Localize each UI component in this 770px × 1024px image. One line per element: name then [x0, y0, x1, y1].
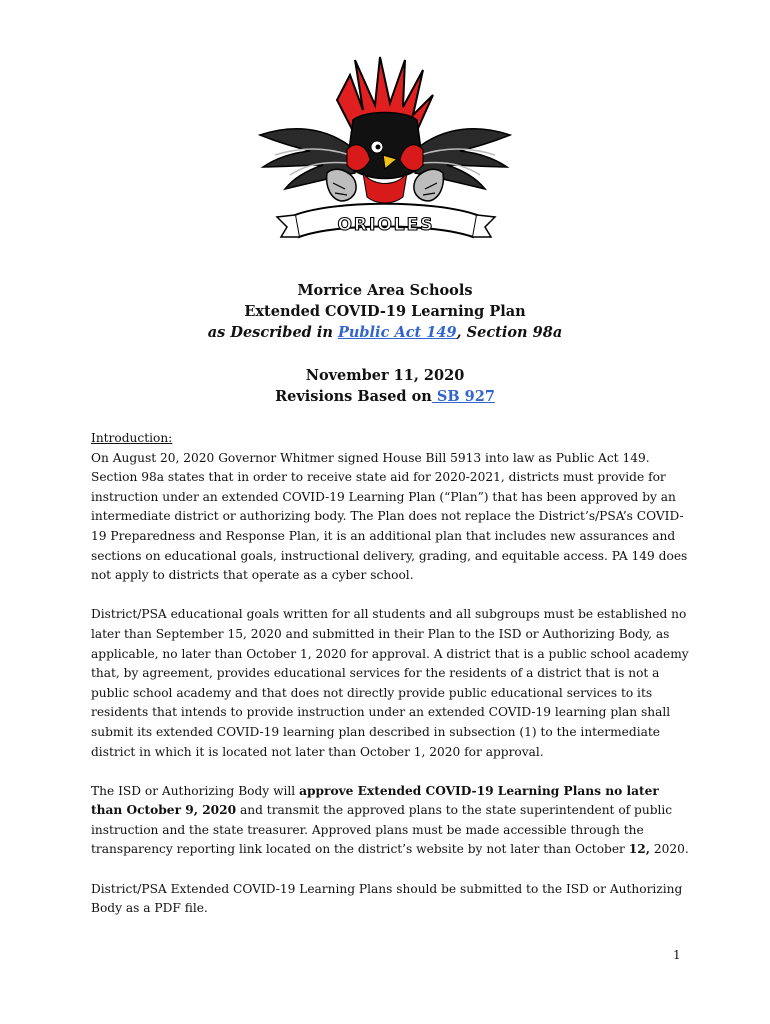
subtitle-suffix: , Section 98a [456, 324, 563, 341]
approval-text-1: The ISD or Authorizing Body will [91, 783, 300, 798]
logo-text: ORIOLES [337, 215, 435, 235]
public-act-149-link[interactable]: Public Act 149 [337, 324, 457, 341]
school-name: Morrice Area Schools [297, 282, 473, 299]
intro-text: On August 20, 2020 Governor Whitmer signed House Bill 5913 into law as Public Act 149. Section 98a states that in order to receive state aid for 2020-2021, districts must provide for instruction under an extended COVID-19 Learning Plan (“Plan”) that has been approved by an intermediate district or authorizing body. The Plan does not replace the District’s/PSA’s COVID-19 Preparedness and Response Plan, it is an additional plan that includes new assurances and sections on educational goals, instructional delivery, grading, and equitable access. PA 149 does not apply to districts that operate as a cyber school. [91, 450, 688, 583]
approval-paragraph [91, 782, 691, 860]
document-body [91, 429, 691, 938]
revisions-line [0, 386, 770, 407]
approval-text-3: 2020. [649, 842, 689, 857]
plan-subtitle [0, 322, 770, 343]
page-number: 1 [673, 948, 681, 962]
intro-heading: Introduction: [91, 431, 173, 445]
approval-deadline: approve Extended COVID-19 Learning Plans no later than October 9, 2020 [91, 783, 659, 818]
approval-text-2: and transmit the approved plans to the state superintendent of public instruction and the state treasurer. Approved plans must be made accessible through the transparency reporting link located on the district’s website by not later than October [91, 803, 673, 857]
document-date: November 11, 2020 [305, 367, 465, 384]
plan-title: Extended COVID-19 Learning Plan [244, 303, 526, 320]
revisions-prefix: Revisions Based on [275, 388, 432, 405]
orioles-logo [255, 55, 515, 245]
subtitle-prefix: as Described in [207, 324, 338, 341]
intro-paragraph [91, 429, 691, 586]
sb-927-link[interactable]: SB 927 [431, 388, 495, 405]
goals-paragraph: District/PSA educational goals written for all students and all subgroups must be established no later than September 15, 2020 and submitted in their Plan to the ISD or Authorizing Body, as applicable, no later than October 1, 2020 for approval. A district that is a public school academy that, by agreement, provides educational services for the residents of a district that is not a public school academy and that does not directly provide public educational services to its residents that intends to provide instruction under an extended COVID-19 learning plan shall submit its extended COVID-19 learning plan described in subsection (1) to the intermediate district in which it is located not later than October 1, 2020 for approval. [91, 607, 689, 759]
submission-paragraph: District/PSA Extended COVID-19 Learning Plans should be submitted to the ISD or Authorizing Body as a PDF file. [91, 881, 683, 916]
title-block [0, 280, 770, 407]
approval-day: 12, [628, 842, 650, 857]
